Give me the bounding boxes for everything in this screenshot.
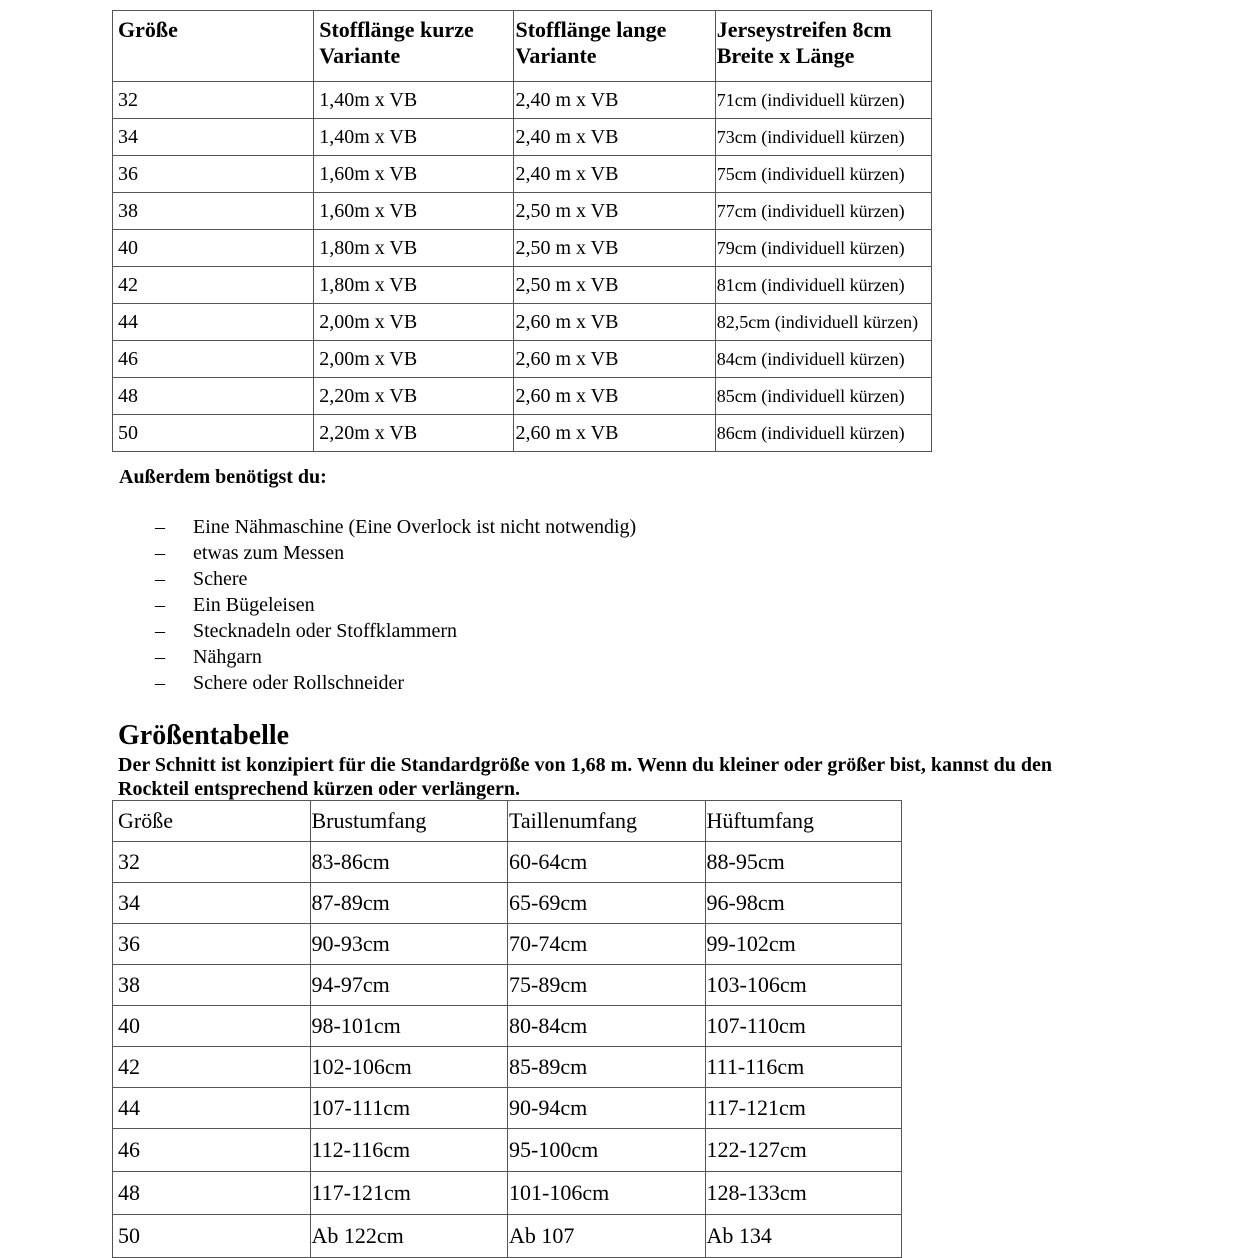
- table-cell: 1,80m x VB: [314, 267, 514, 304]
- table-cell: 99-102cm: [705, 924, 902, 965]
- extras-list: [155, 514, 636, 696]
- table-cell: 117-121cm: [310, 1172, 508, 1215]
- table-row: [113, 1088, 902, 1129]
- table-cell: 2,60 m x VB: [514, 304, 715, 341]
- table-cell: 40: [113, 1006, 311, 1047]
- size-header-size: Größe: [113, 801, 311, 842]
- size-chart-intro: Der Schnitt ist konzipiert für die Standardgröße von 1,68 m. Wenn du kleiner oder größer bist, kannst du den Rockteil entsprechend kürzen oder verlängern.: [118, 754, 1053, 800]
- table-cell: 42: [113, 267, 314, 304]
- table-cell: 107-110cm: [705, 1006, 902, 1047]
- table-cell: 38: [113, 193, 314, 230]
- fabric-header-jersey: Jerseystreifen 8cm Breite x Länge: [715, 11, 931, 82]
- table-cell: 32: [113, 82, 314, 119]
- table-row: [113, 341, 932, 378]
- fabric-header-short: Stofflänge kurze Variante: [314, 11, 514, 82]
- dash-bullet-icon: –: [155, 516, 165, 538]
- table-cell: 90-94cm: [508, 1088, 706, 1129]
- table-cell: 84cm (individuell kürzen): [715, 341, 931, 378]
- list-item: [155, 540, 636, 566]
- table-cell: 101-106cm: [508, 1172, 706, 1215]
- list-item: [155, 618, 636, 644]
- dash-bullet-icon: –: [155, 646, 165, 668]
- dash-bullet-icon: –: [155, 594, 165, 616]
- table-cell: 1,80m x VB: [314, 230, 514, 267]
- table-row: [113, 883, 902, 924]
- table-cell: 42: [113, 1047, 311, 1088]
- table-cell: 111-116cm: [705, 1047, 902, 1088]
- table-cell: 83-86cm: [310, 842, 508, 883]
- table-row: [113, 119, 932, 156]
- fabric-length-table: [112, 10, 932, 452]
- table-cell: 2,50 m x VB: [514, 230, 715, 267]
- table-cell: 1,40m x VB: [314, 82, 514, 119]
- table-cell: 48: [113, 378, 314, 415]
- fabric-table-header-row: [113, 11, 932, 82]
- table-cell: 87-89cm: [310, 883, 508, 924]
- extras-heading: Außerdem benötigst du:: [119, 466, 327, 488]
- table-cell: 75cm (individuell kürzen): [715, 156, 931, 193]
- size-chart-title: Größentabelle: [118, 720, 290, 751]
- size-chart-table: [112, 800, 902, 1258]
- table-cell: 2,00m x VB: [314, 304, 514, 341]
- table-cell: 85cm (individuell kürzen): [715, 378, 931, 415]
- table-cell: 77cm (individuell kürzen): [715, 193, 931, 230]
- table-cell: Ab 107: [508, 1215, 706, 1258]
- table-cell: 2,60 m x VB: [514, 378, 715, 415]
- table-cell: 48: [113, 1172, 311, 1215]
- table-cell: 1,40m x VB: [314, 119, 514, 156]
- table-cell: 1,60m x VB: [314, 156, 514, 193]
- table-cell: 32: [113, 842, 311, 883]
- table-cell: 2,20m x VB: [314, 378, 514, 415]
- table-cell: 94-97cm: [310, 965, 508, 1006]
- size-table-header-row: [113, 801, 902, 842]
- fabric-header-size: Größe: [113, 11, 314, 82]
- table-row: [113, 1215, 902, 1258]
- table-cell: 82,5cm (individuell kürzen): [715, 304, 931, 341]
- table-row: [113, 82, 932, 119]
- table-cell: 44: [113, 1088, 311, 1129]
- table-cell: 46: [113, 341, 314, 378]
- table-cell: 117-121cm: [705, 1088, 902, 1129]
- size-header-bust: Brustumfang: [310, 801, 508, 842]
- table-cell: 2,40 m x VB: [514, 82, 715, 119]
- list-item: [155, 644, 636, 670]
- table-cell: 50: [113, 1215, 311, 1258]
- table-cell: 2,50 m x VB: [514, 267, 715, 304]
- table-cell: 79cm (individuell kürzen): [715, 230, 931, 267]
- table-cell: Ab 122cm: [310, 1215, 508, 1258]
- table-row: [113, 156, 932, 193]
- table-cell: 2,60 m x VB: [514, 415, 715, 452]
- list-item: [155, 514, 636, 540]
- table-cell: 2,00m x VB: [314, 341, 514, 378]
- table-cell: 65-69cm: [508, 883, 706, 924]
- list-item-text: Stecknadeln oder Stoffklammern: [193, 620, 458, 642]
- table-cell: 44: [113, 304, 314, 341]
- table-row: [113, 378, 932, 415]
- table-cell: 96-98cm: [705, 883, 902, 924]
- dash-bullet-icon: –: [155, 620, 165, 642]
- table-cell: 36: [113, 156, 314, 193]
- table-row: [113, 193, 932, 230]
- table-cell: 90-93cm: [310, 924, 508, 965]
- table-row: [113, 842, 902, 883]
- list-item-text: Ein Bügeleisen: [193, 594, 315, 616]
- table-cell: 40: [113, 230, 314, 267]
- table-cell: 46: [113, 1129, 311, 1172]
- table-cell: 103-106cm: [705, 965, 902, 1006]
- list-item-text: Schere oder Rollschneider: [193, 672, 405, 694]
- table-cell: 112-116cm: [310, 1129, 508, 1172]
- table-row: [113, 965, 902, 1006]
- list-item: [155, 592, 636, 618]
- table-cell: 38: [113, 965, 311, 1006]
- table-cell: 71cm (individuell kürzen): [715, 82, 931, 119]
- table-row: [113, 304, 932, 341]
- table-cell: 128-133cm: [705, 1172, 902, 1215]
- table-row: [113, 924, 902, 965]
- table-cell: 86cm (individuell kürzen): [715, 415, 931, 452]
- table-cell: Ab 134: [705, 1215, 902, 1258]
- table-cell: 34: [113, 883, 311, 924]
- dash-bullet-icon: –: [155, 568, 165, 590]
- table-cell: 75-89cm: [508, 965, 706, 1006]
- table-cell: 95-100cm: [508, 1129, 706, 1172]
- table-cell: 85-89cm: [508, 1047, 706, 1088]
- table-cell: 50: [113, 415, 314, 452]
- list-item-text: Eine Nähmaschine (Eine Overlock ist nicht notwendig): [193, 516, 637, 538]
- list-item-text: Nähgarn: [193, 646, 262, 668]
- table-cell: 2,40 m x VB: [514, 119, 715, 156]
- list-item: [155, 566, 636, 592]
- table-cell: 81cm (individuell kürzen): [715, 267, 931, 304]
- table-cell: 2,40 m x VB: [514, 156, 715, 193]
- table-cell: 80-84cm: [508, 1006, 706, 1047]
- table-row: [113, 1006, 902, 1047]
- table-cell: 2,20m x VB: [314, 415, 514, 452]
- table-cell: 2,60 m x VB: [514, 341, 715, 378]
- list-item-text: etwas zum Messen: [193, 542, 345, 564]
- table-row: [113, 230, 932, 267]
- table-cell: 102-106cm: [310, 1047, 508, 1088]
- list-item-text: Schere: [193, 568, 248, 590]
- table-cell: 36: [113, 924, 311, 965]
- dash-bullet-icon: –: [155, 672, 165, 694]
- table-cell: 2,50 m x VB: [514, 193, 715, 230]
- table-row: [113, 415, 932, 452]
- size-header-waist: Taillenumfang: [508, 801, 706, 842]
- table-row: [113, 1172, 902, 1215]
- size-header-hip: Hüftumfang: [705, 801, 902, 842]
- list-item: [155, 670, 636, 696]
- table-cell: 107-111cm: [310, 1088, 508, 1129]
- table-row: [113, 267, 932, 304]
- table-cell: 60-64cm: [508, 842, 706, 883]
- table-cell: 34: [113, 119, 314, 156]
- table-cell: 1,60m x VB: [314, 193, 514, 230]
- dash-bullet-icon: –: [155, 542, 165, 564]
- table-row: [113, 1129, 902, 1172]
- fabric-header-long: Stofflänge lange Variante: [514, 11, 715, 82]
- table-cell: 88-95cm: [705, 842, 902, 883]
- table-cell: 98-101cm: [310, 1006, 508, 1047]
- table-cell: 70-74cm: [508, 924, 706, 965]
- table-row: [113, 1047, 902, 1088]
- table-cell: 122-127cm: [705, 1129, 902, 1172]
- table-cell: 73cm (individuell kürzen): [715, 119, 931, 156]
